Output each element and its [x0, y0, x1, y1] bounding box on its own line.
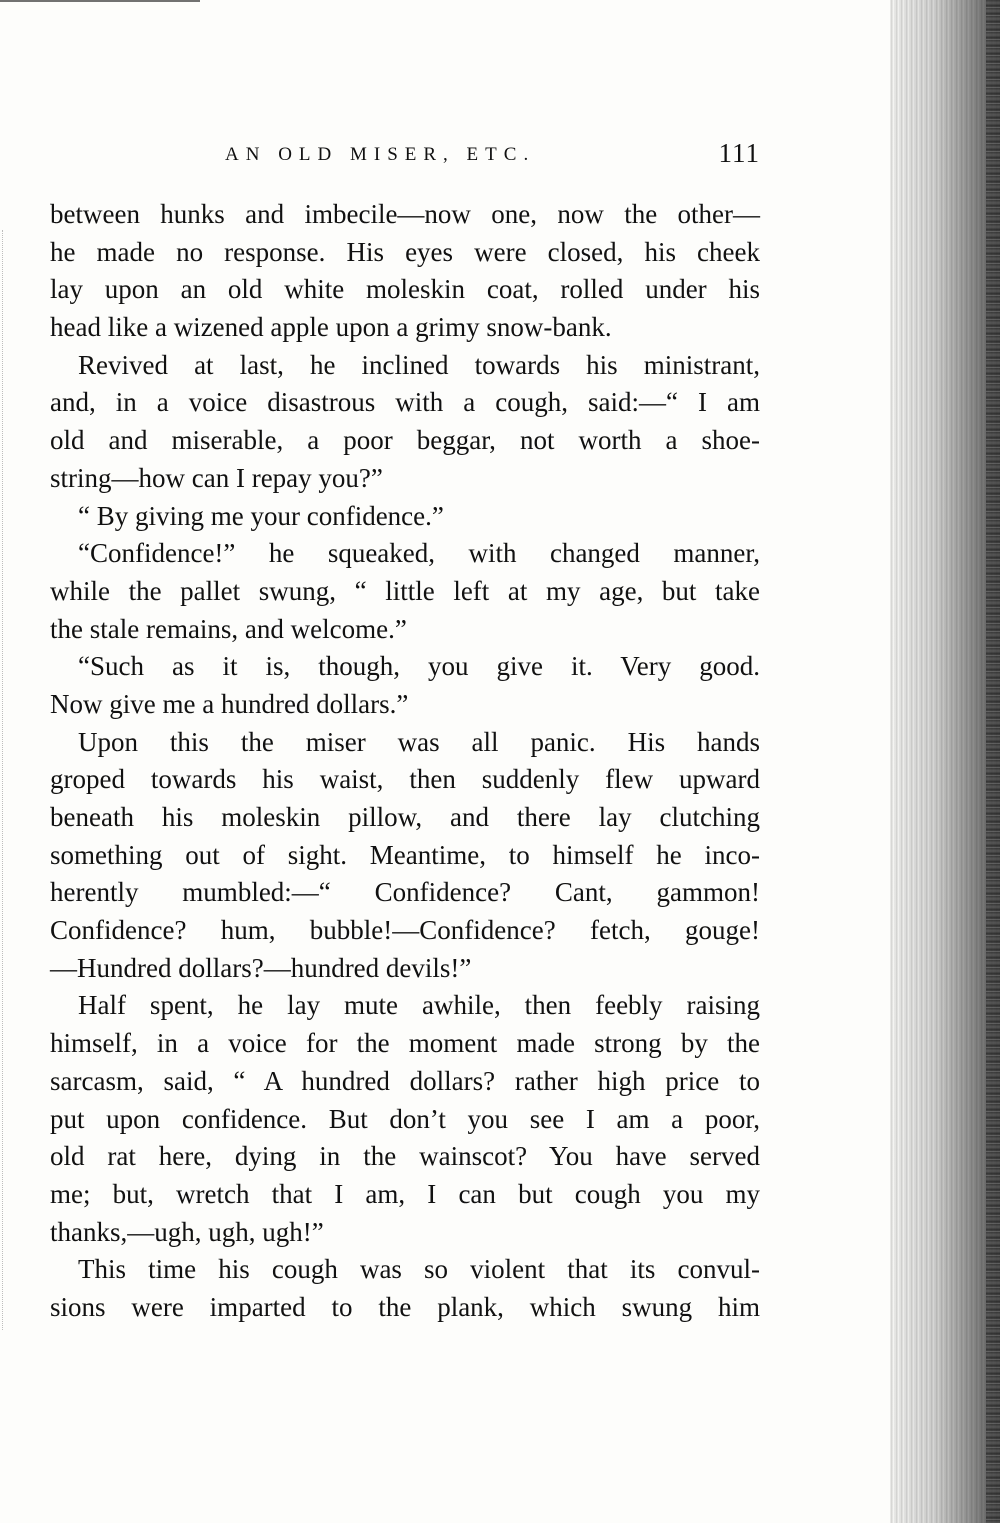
text-line: This time his cough was so violent that its convul- [78, 1254, 760, 1285]
text-line: he made no response. His eyes were closed, his cheek [50, 236, 760, 267]
text-line: Now give me a hundred dollars.” [50, 688, 409, 719]
text-line: himself, in a voice for the moment made strong by the [50, 1028, 760, 1059]
text-line: Upon this the miser was all panic. His hands [78, 726, 760, 757]
text-line: the stale remains, and welcome.” [50, 613, 407, 644]
text-line: something out of sight. Meantime, to himself he inco- [50, 839, 760, 870]
text-line: sions were imparted to the plank, which swung him [50, 1291, 760, 1322]
text-line: Revived at last, he inclined towards his ministrant, [78, 349, 760, 380]
text-line: “Confidence!” he squeaked, with changed manner, [78, 538, 760, 569]
text-line: “Such as it is, though, you give it. Very good. [78, 651, 760, 682]
book-spine-edge [986, 0, 1000, 1523]
text-line: thanks,—ugh, ugh, ugh!” [50, 1216, 324, 1247]
text-line: between hunks and imbecile—now one, now the other— [50, 199, 760, 229]
text-line: lay upon an old white moleskin coat, rolled under his [50, 274, 760, 305]
running-head: AN OLD MISER, ETC. [225, 144, 536, 165]
text-line: Confidence? hum, bubble!—Confidence? fetch, gouge! [50, 915, 760, 946]
page-number: 111 [718, 138, 760, 168]
text-line: —Hundred dollars?—hundred devils!” [50, 952, 472, 983]
text-line: old and miserable, a poor beggar, not worth a shoe- [50, 425, 760, 456]
page-edge-mark [2, 230, 13, 1330]
text-line: me; but, wretch that I am, I can but cough you my [50, 1178, 760, 1209]
body-text [50, 196, 760, 1327]
text-line: put upon confidence. But don’t you see I am a poor, [50, 1103, 760, 1134]
text-line: Half spent, he lay mute awhile, then feebly raising [78, 990, 760, 1021]
text-line: beneath his moleskin pillow, and there lay clutching [50, 802, 760, 832]
page-header [225, 138, 760, 172]
text-line: and, in a voice disastrous with a cough, said:—“ I am [50, 387, 760, 418]
page-edge-mark [0, 0, 200, 22]
text-line: old rat here, dying in the wainscot? You have served [50, 1141, 760, 1172]
text-line: string—how can I repay you?” [50, 462, 383, 493]
text-line: herently mumbled:—“ Confidence? Cant, gammon! [50, 877, 760, 908]
text-line: sarcasm, said, “ A hundred dollars? rather high price to [50, 1065, 760, 1096]
text-line: while the pallet swung, “ little left at my age, but take [50, 575, 760, 606]
book-binding-shadow [890, 0, 1000, 1523]
text-line: groped towards his waist, then suddenly flew upward [50, 764, 760, 795]
text-line: “ By giving me your confidence.” [78, 500, 444, 531]
text-line: head like a wizened apple upon a grimy snow-bank. [50, 312, 612, 343]
